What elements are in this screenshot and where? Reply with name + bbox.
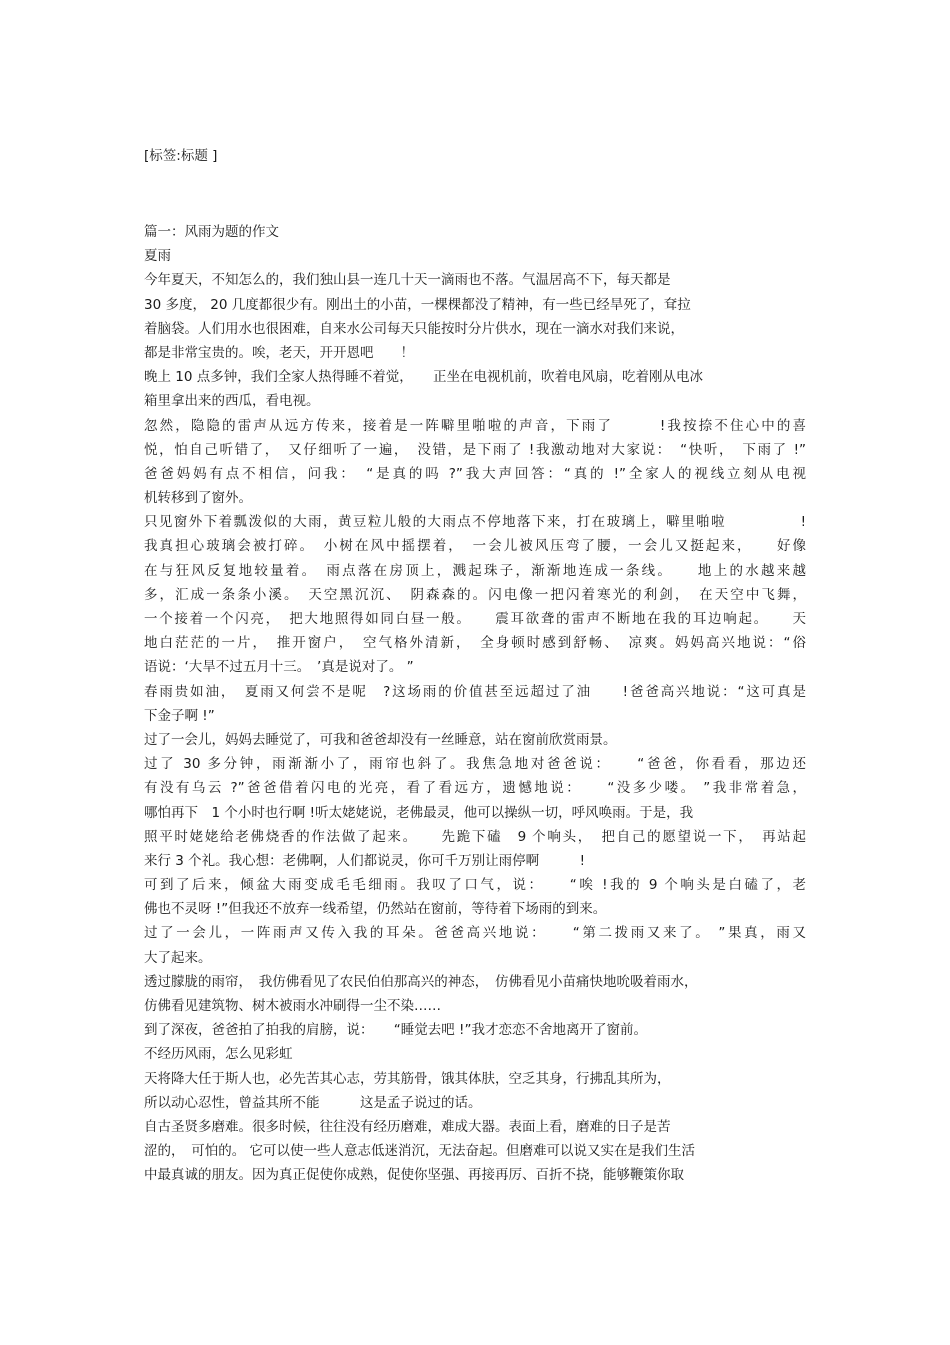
tag-line: [标签:标题 ] — [144, 148, 218, 164]
text-line: 都是非常宝贵的。唉，老天，开开恩吧 ！ — [144, 344, 414, 361]
text-line: 佛也不灵呀 !”但我还不放弃一线希望，仍然站在窗前，等待着下场雨的到来。 — [144, 901, 607, 918]
text-line: 哪怕再下 1 个小时也行啊 !听太姥姥说，老佛最灵，他可以操纵一切，呼风唤雨。于是，我 — [144, 804, 694, 821]
text-line: 中最真诚的朋友。因为真正促使你成熟，促使你坚强、再接再厉、百折不挠，能够鞭策你取 — [144, 1167, 684, 1184]
text-line: 语说：‘大旱不过五月十三。 ’真是说对了。 ” — [144, 659, 414, 676]
text-line: 天将降大任于斯人也，必先苦其心志，劳其筋骨，饿其体肤，空乏其身，行拂乱其所为， — [144, 1070, 671, 1087]
text-line: 篇一：风雨为题的作文 — [144, 224, 279, 240]
text-line: 来行 3 个礼。我心想：老佛啊，人们都说灵，你可千万别让雨停啊 ! — [144, 852, 586, 869]
text-line: 一个接着一个闪亮， 把大地照得如同白昼一般。 震耳欲聋的雷声不断地在我的耳边响起。 天 — [144, 611, 806, 627]
text-line: 可到了后来，倾盆大雨变成毛毛细雨。我叹了口气，说： “唉 !我的 9 个响头是白磕了，老 — [144, 877, 806, 894]
text-line: 不经历风雨，怎么见彩虹 — [144, 1046, 293, 1063]
text-line: 涩的， 可怕的。 它可以使一些人意志低迷消沉，无法奋起。但磨难可以说又实在是我们生活 — [144, 1143, 696, 1160]
text-line: 多，汇成一条条小溪。 天空黑沉沉、 阴森森的。闪电像一把闪着寒光的利剑， 在天空中飞舞， — [144, 586, 806, 603]
text-line: 下金子啊 !” — [144, 707, 215, 724]
text-line: 所以动心忍性，曾益其所不能 这是孟子说过的话。 — [144, 1094, 482, 1111]
text-line: 仿佛看见建筑物、树木被雨水冲刷得一尘不染…… — [144, 998, 441, 1014]
text-line: 照平时姥姥给老佛烧香的作法做了起来。 先跪下磕 9 个响头， 把自己的愿望说一下， 再站起 — [144, 828, 806, 845]
text-line: 自古圣贤多磨难。很多时候，往往没有经历磨难，难成大器。表面上看，磨难的日子是苦 — [144, 1118, 671, 1135]
text-line: 春雨贵如油， 夏雨又何尝不是呢 ?这场雨的价值甚至远超过了油 !爸爸高兴地说：“这可真是 — [144, 683, 806, 700]
text-line: 地白茫茫的一片， 推开窗户， 空气格外清新， 全身顿时感到舒畅、 凉爽。妈妈高兴地说：“俗 — [144, 635, 806, 652]
text-line: 悦，怕自己听错了， 又仔细听了一遍， 没错，是下雨了 !我激动地对大家说： “快听， 下雨了 !” — [144, 441, 806, 458]
text-line: 到了深夜，爸爸拍了拍我的肩膀，说： “睡觉去吧 !”我才恋恋不舍地离开了窗前。 — [144, 1022, 647, 1039]
text-line: 过了一会儿，妈妈去睡觉了，可我和爸爸却没有一丝睡意，站在窗前欣赏雨景。 — [144, 731, 617, 748]
text-line: 过了一会儿，一阵雨声又传入我的耳朵。爸爸高兴地说： “第二拨雨又来了。 ”果真，雨又 — [144, 925, 806, 942]
text-line: 只见窗外下着瓢泼似的大雨，黄豆粒儿般的大雨点不停地落下来，打在玻璃上，噼里啪啦 ! — [144, 514, 806, 531]
text-line: 爸爸妈妈有点不相信，问我： “是真的吗 ?”我大声回答：“真的 !”全家人的视线立刻从电视 — [144, 465, 806, 482]
text-line: 忽然，隐隐的雷声从远方传来，接着是一阵噼里啪啦的声音，下雨了 !我按捺不住心中的喜 — [144, 417, 806, 434]
text-line: 过了 30 多分钟，雨渐渐小了，雨帘也斜了。我焦急地对爸爸说： “爸爸，你看看，那边还 — [144, 756, 806, 773]
text-line: 大了起来。 — [144, 949, 212, 966]
text-line: 透过朦胧的雨帘， 我仿佛看见了农民伯伯那高兴的神态， 仿佛看见小苗痛快地吮吸着雨水， — [144, 973, 698, 990]
text-line: 着脑袋。人们用水也很困难，自来水公司每天只能按时分片供水，现在一滴水对我们来说， — [144, 320, 684, 337]
text-line: 今年夏天，不知怎么的，我们独山县一连几十天一滴雨也不落。气温居高不下，每天都是 — [144, 272, 671, 289]
text-line: 30 多度， 20 几度都很少有。刚出土的小苗，一棵棵都没了精神，有一些已经旱死了，耷拉 — [144, 296, 691, 313]
text-line: 在与狂风反复地较量着。 雨点落在房顶上，溅起珠子，渐渐地连成一条线。 地上的水越来越 — [144, 562, 806, 579]
text-line: 我真担心玻璃会被打碎。 小树在风中摇摆着， 一会儿被风压弯了腰，一会儿又挺起来， 好像 — [144, 538, 806, 555]
text-line: 夏雨 — [144, 248, 171, 265]
text-line: 有没有乌云 ?”爸爸借着闪电的光亮，看了看远方，遗憾地说： “没多少喽。 ”我非常着急， — [144, 780, 806, 797]
text-line: 箱里拿出来的西瓜，看电视。 — [144, 393, 320, 410]
text-line: 机转移到了窗外。 — [144, 490, 252, 507]
text-line: 晚上 10 点多钟，我们全家人热得睡不着觉， 正坐在电视机前，吹着电风扇，吃着刚从电冰 — [144, 369, 704, 386]
article-body — [144, 220, 806, 1188]
